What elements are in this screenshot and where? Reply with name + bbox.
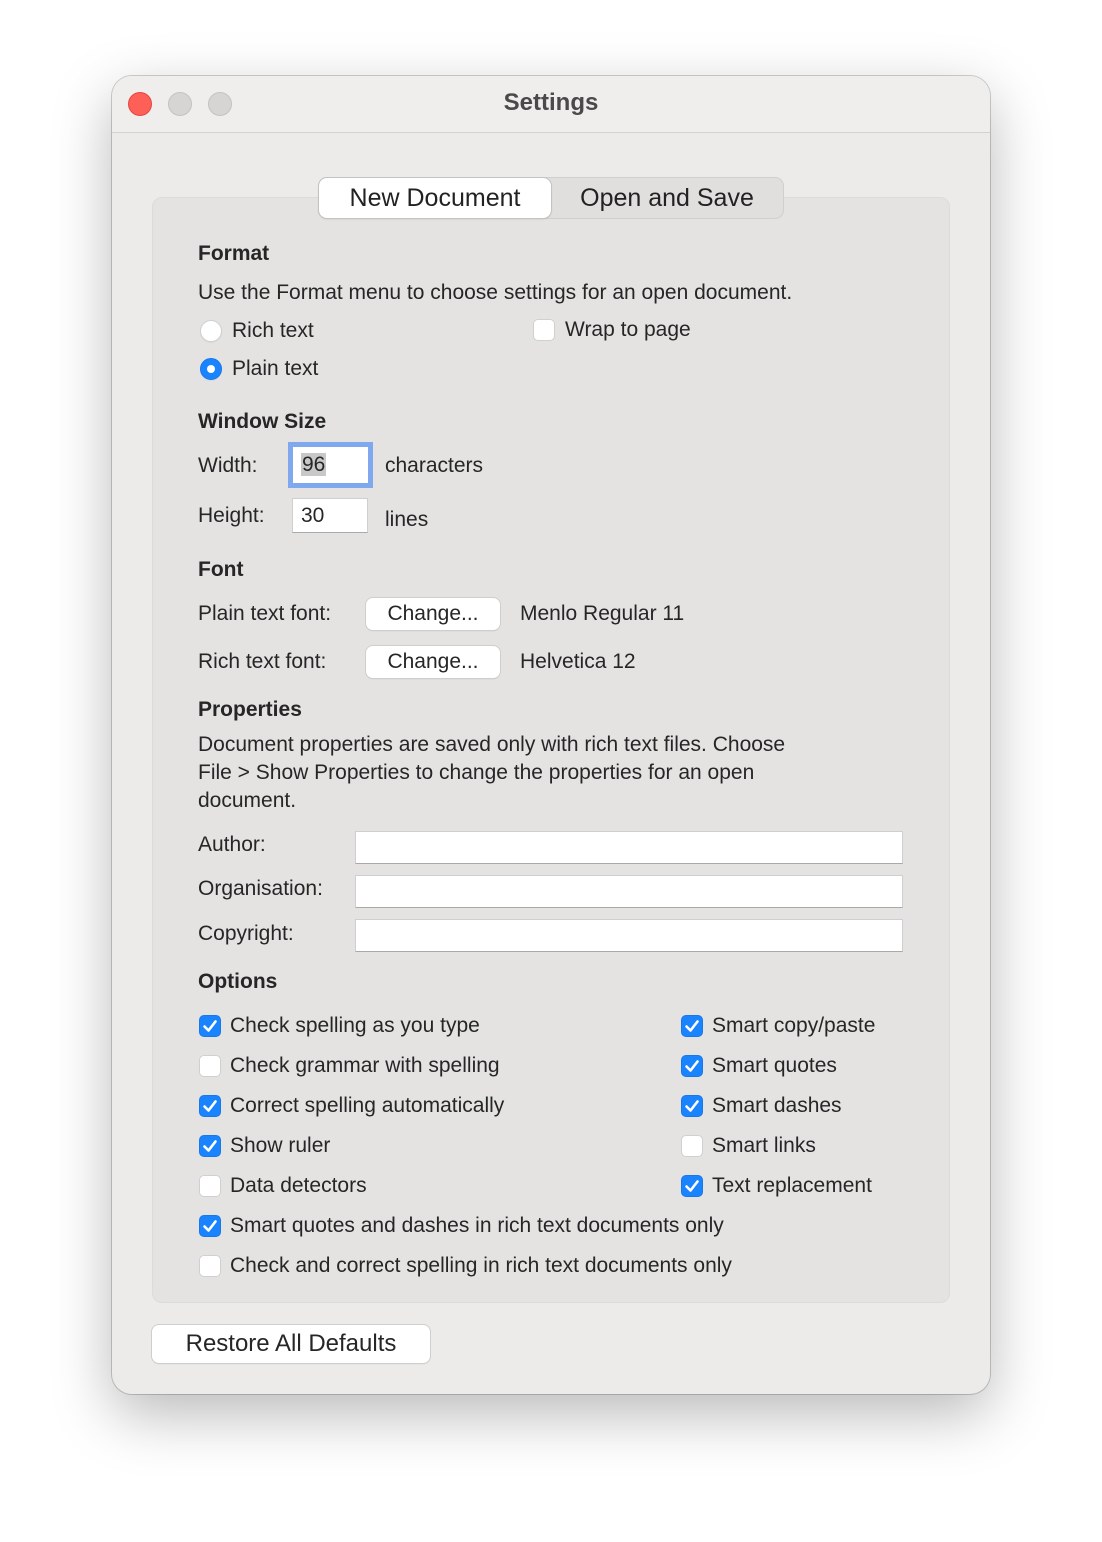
- format-heading: Format: [198, 242, 270, 265]
- rich-text-font-label: Rich text font:: [198, 650, 327, 673]
- width-value: 96: [302, 453, 326, 476]
- plain-text-radio[interactable]: [200, 358, 222, 380]
- properties-description-line-3: document.: [198, 789, 297, 812]
- smart-links-checkbox[interactable]: [681, 1135, 703, 1157]
- smart-copy-paste-label[interactable]: Smart copy/paste: [712, 1014, 876, 1037]
- settings-window: [112, 76, 990, 1394]
- author-input[interactable]: [355, 831, 903, 864]
- copyright-input[interactable]: [355, 919, 903, 952]
- title-bar[interactable]: [112, 76, 990, 133]
- correct-spelling-label[interactable]: Correct spelling automatically: [230, 1094, 505, 1117]
- format-description: Use the Format menu to choose settings for an open document.: [198, 281, 793, 304]
- smart-links-label[interactable]: Smart links: [712, 1134, 816, 1157]
- properties-heading: Properties: [198, 698, 302, 721]
- spelling-rich-only-checkbox[interactable]: [199, 1255, 221, 1277]
- author-label: Author:: [198, 833, 266, 856]
- wrap-to-page-label[interactable]: Wrap to page: [565, 318, 691, 341]
- tab-new-document[interactable]: New Document: [319, 178, 551, 218]
- smart-copy-paste-checkbox[interactable]: [681, 1015, 703, 1037]
- width-label: Width:: [198, 454, 258, 477]
- check-spelling-checkbox[interactable]: [199, 1015, 221, 1037]
- width-unit-label: characters: [385, 454, 484, 477]
- properties-description-line-1: Document properties are saved only with rich text files. Choose: [198, 733, 786, 756]
- text-replacement-label[interactable]: Text replacement: [712, 1174, 872, 1197]
- smart-quotes-label[interactable]: Smart quotes: [712, 1054, 837, 1077]
- rich-text-font-value: Helvetica 12: [520, 650, 636, 673]
- height-unit-label: lines: [385, 508, 429, 531]
- checkmark-icon: [682, 1096, 702, 1116]
- properties-description-line-2: File > Show Properties to change the properties for an open: [198, 761, 755, 784]
- copyright-label: Copyright:: [198, 922, 294, 945]
- spelling-rich-only-label[interactable]: Check and correct spelling in rich text documents only: [230, 1254, 732, 1277]
- checkmark-icon: [682, 1016, 702, 1036]
- plain-text-font-label: Plain text font:: [198, 602, 332, 625]
- smart-quotes-rich-only-checkbox[interactable]: [199, 1215, 221, 1237]
- window-size-heading: Window Size: [198, 410, 327, 433]
- checkmark-icon: [200, 1216, 220, 1236]
- check-spelling-label[interactable]: Check spelling as you type: [230, 1014, 480, 1037]
- checkmark-icon: [200, 1136, 220, 1156]
- height-input[interactable]: [292, 498, 368, 533]
- smart-dashes-checkbox[interactable]: [681, 1095, 703, 1117]
- smart-quotes-checkbox[interactable]: [681, 1055, 703, 1077]
- data-detectors-checkbox[interactable]: [199, 1175, 221, 1197]
- options-heading: Options: [198, 970, 278, 993]
- checkmark-icon: [682, 1176, 702, 1196]
- plain-text-font-value: Menlo Regular 11: [520, 602, 685, 625]
- data-detectors-label[interactable]: Data detectors: [230, 1174, 367, 1197]
- text-replacement-checkbox[interactable]: [681, 1175, 703, 1197]
- organisation-input[interactable]: [355, 875, 903, 908]
- smart-dashes-label[interactable]: Smart dashes: [712, 1094, 842, 1117]
- check-grammar-label[interactable]: Check grammar with spelling: [230, 1054, 500, 1077]
- rich-text-label[interactable]: Rich text: [232, 319, 314, 342]
- organisation-label: Organisation:: [198, 877, 323, 900]
- check-grammar-checkbox[interactable]: [199, 1055, 221, 1077]
- checkmark-icon: [200, 1096, 220, 1116]
- checkmark-icon: [682, 1056, 702, 1076]
- rich-text-radio[interactable]: [200, 320, 222, 342]
- plain-text-label[interactable]: Plain text: [232, 357, 319, 380]
- checkmark-icon: [200, 1016, 220, 1036]
- height-label: Height:: [198, 504, 265, 527]
- height-value: 30: [301, 504, 325, 527]
- width-input[interactable]: [292, 446, 369, 484]
- change-plain-font-button[interactable]: Change...: [366, 598, 500, 630]
- tab-open-and-save[interactable]: Open and Save: [580, 184, 754, 212]
- wrap-to-page-checkbox[interactable]: [533, 319, 555, 341]
- smart-quotes-rich-only-label[interactable]: Smart quotes and dashes in rich text documents only: [230, 1214, 724, 1237]
- correct-spelling-checkbox[interactable]: [199, 1095, 221, 1117]
- tab-bar: [318, 177, 784, 219]
- show-ruler-checkbox[interactable]: [199, 1135, 221, 1157]
- restore-all-defaults-button[interactable]: Restore All Defaults: [152, 1325, 430, 1363]
- window-title: Settings: [503, 89, 599, 116]
- show-ruler-label[interactable]: Show ruler: [230, 1134, 331, 1157]
- change-rich-font-button[interactable]: Change...: [366, 646, 500, 678]
- font-heading: Font: [198, 558, 244, 581]
